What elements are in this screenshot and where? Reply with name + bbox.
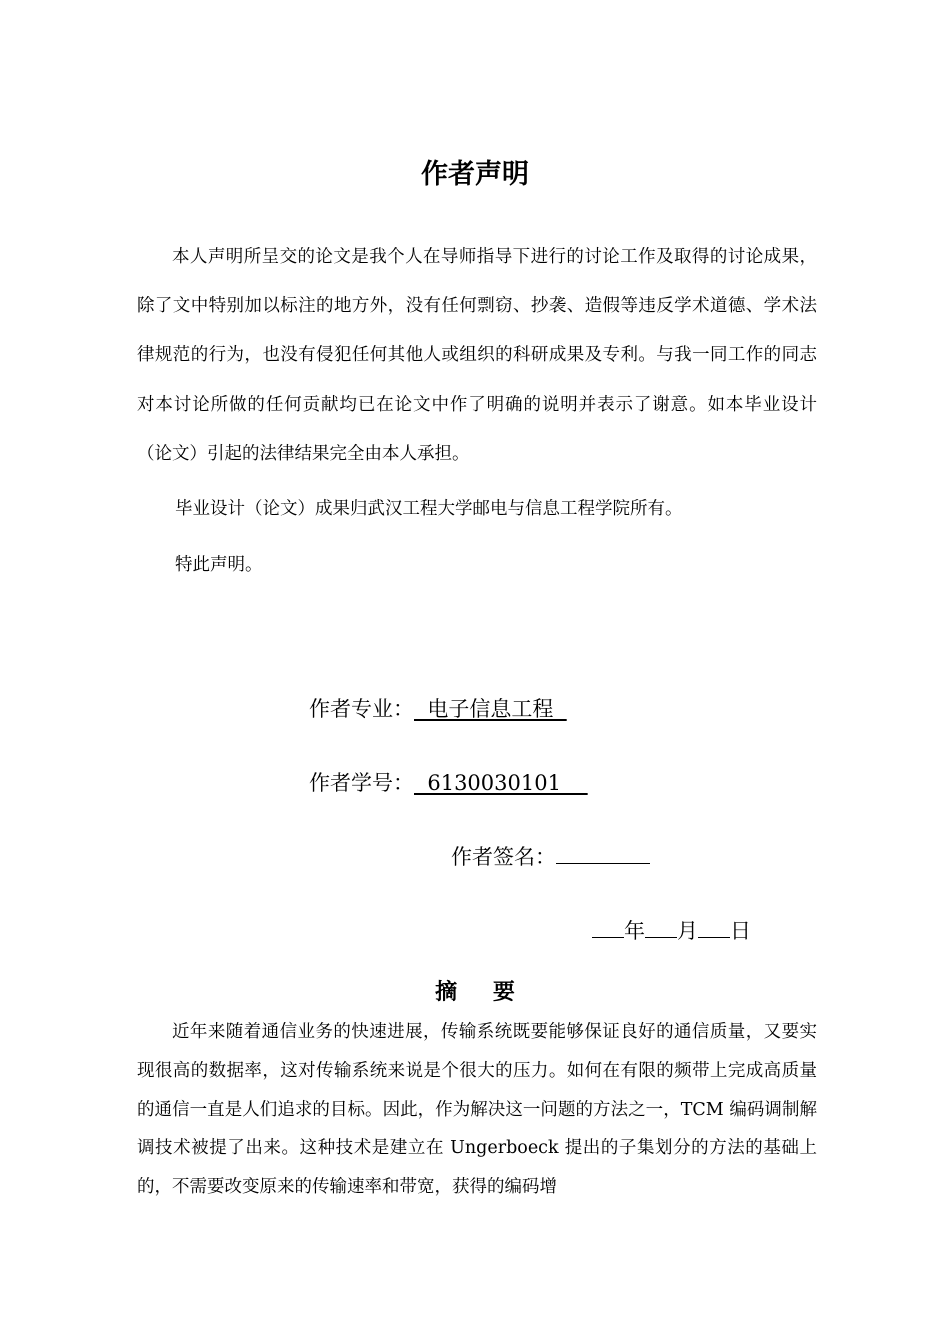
author-student-id-value: 6130030101 [414,771,588,795]
abstract-title: 摘 要 [435,980,529,1005]
author-student-id-line [309,767,588,799]
day-blank[interactable] [698,915,730,938]
signature-blank[interactable] [556,841,650,864]
abstract-paragraph: 近年来随着通信业务的快速进展，传输系统既要能够保证良好的通信质量，又要实现很高的数据率，这对传输系统来说是个很大的压力。如何在有限的频带上完成高质量的通信一直是人们追求的目标。因此，作为解决这一问题的方法之一，TCM 编码调制解调技术被提了出来。这种技术是建立在 Ungerboeck 提出的子集划分的方法的基础上的，不需要改变原来的传输速率和带宽，获得的编码增 [137,1022,817,1198]
declaration-paragraph: 本人声明所呈交的论文是我个人在导师指导下进行的讨论工作及取得的讨论成果，除了文中特别加以标注的地方外，没有任何剽窃、抄袭、造假等违反学术道德、学术法律规范的行为，也没有侵犯任何其他人或组织的科研成果及专利。与我一同工作的同志对本讨论所做的任何贡献均已在论文中作了明确的说明并表示了谢意。如本毕业设计（论文）引起的法律结果完全由本人承担。 [137,247,817,464]
ownership-statement: 毕业设计（论文）成果归武汉工程大学邮电与信息工程学院所有。 [175,499,683,519]
month-blank[interactable] [645,915,677,938]
author-major-label: 作者专业： [309,697,414,721]
closing-statement: 特此声明。 [175,555,263,575]
author-major-line [309,693,567,725]
month-label: 月 [677,919,698,943]
author-student-id-label: 作者学号： [309,771,414,795]
author-signature-label: 作者签名： [451,845,556,869]
year-blank[interactable] [592,915,624,938]
day-label: 日 [730,919,751,943]
date-line [592,915,751,947]
declaration-title: 作者声明 [421,159,529,190]
year-label: 年 [624,919,645,943]
author-major-value: 电子信息工程 [414,697,567,721]
author-signature-line [451,841,650,873]
